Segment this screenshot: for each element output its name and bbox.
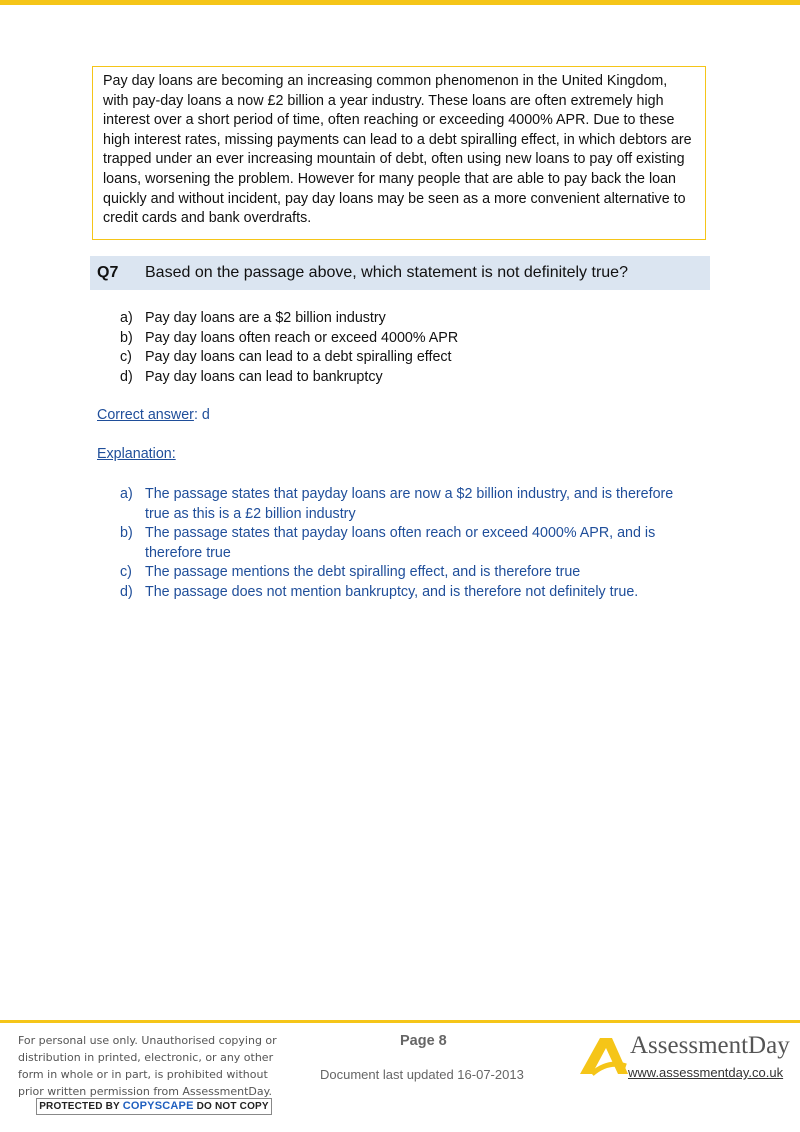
passage-text: Pay day loans are becoming an increasing common phenomenon in the United Kingdom, with pay-day loans a now £2 billion a year industry. These loans are often extremely high interest over a short period of time, often reaching or exceeding 4000% APR. Due to these high interest rates, missing payments can lead to a debt spiralling effect, in which debtors are trapped under an ever increasing mountain of debt, often using new loans to pay off existing loans, worsening the problem. However for many people that are able to pay back the loan quickly and without incident, pay day loans may be seen as a more convenient alternative to credit cards and bank overdrafts. bbox=[103, 73, 692, 227]
correct-answer-separator: : bbox=[193, 407, 202, 423]
option-text: Pay day loans are a $2 billion industry bbox=[145, 310, 386, 326]
copyscape-suffix: DO NOT COPY bbox=[193, 1101, 269, 1112]
explanation-a bbox=[120, 485, 700, 524]
top-accent-bar bbox=[0, 0, 800, 5]
copyright-disclaimer: For personal use only. Unauthorised copying or distribution in printed, electronic, or any other form in whole or in part, is prohibited without prior written permission from AssessmentDay. bbox=[18, 1034, 277, 1098]
explanation-list bbox=[120, 485, 700, 603]
option-text: Pay day loans can lead to bankruptcy bbox=[145, 368, 383, 385]
website-link[interactable]: www.assessmentday.co.uk bbox=[628, 1065, 784, 1080]
copyscape-brand: COPYSCAPE bbox=[122, 1100, 194, 1112]
explanation-letter: b) bbox=[120, 525, 133, 542]
explanation-text: The passage states that payday loans often reach or exceed 4000% APR, and is therefore true bbox=[145, 525, 656, 561]
option-letter: a) bbox=[120, 310, 133, 326]
question-header bbox=[90, 256, 710, 290]
option-letter: b) bbox=[120, 329, 133, 346]
option-text: Pay day loans can lead to a debt spiralling effect bbox=[145, 349, 452, 366]
explanation-text: The passage mentions the debt spiralling effect, and is therefore true bbox=[145, 564, 581, 581]
explanation-d bbox=[120, 583, 700, 603]
option-text: Pay day loans often reach or exceed 4000% APR bbox=[145, 329, 459, 346]
explanation-b bbox=[120, 524, 700, 563]
last-updated: Document last updated 16-07-2013 bbox=[320, 1067, 524, 1082]
logo-wordmark: AssessmentDay bbox=[630, 1032, 790, 1059]
page-number: Page 8 bbox=[400, 1033, 447, 1049]
option-a bbox=[120, 309, 458, 329]
explanation-c bbox=[120, 563, 700, 583]
option-c bbox=[120, 348, 458, 368]
question-text: Based on the passage above, which statement is not definitely true? bbox=[145, 264, 628, 281]
option-d bbox=[120, 368, 458, 388]
passage-box bbox=[92, 66, 706, 240]
option-letter: d) bbox=[120, 368, 133, 385]
explanation-heading: Explanation: bbox=[97, 446, 176, 462]
copyscape-badge[interactable] bbox=[36, 1098, 272, 1115]
explanation-text: The passage states that payday loans are now a $2 billion industry, and is therefore true as this is a £2 billion industry bbox=[145, 486, 674, 522]
correct-answer-value: d bbox=[201, 407, 210, 423]
answer-options bbox=[120, 309, 458, 387]
option-letter: c) bbox=[120, 349, 132, 366]
explanation-letter: a) bbox=[120, 486, 133, 502]
option-b bbox=[120, 329, 458, 349]
explanation-text: The passage does not mention bankruptcy, and is therefore not definitely true. bbox=[145, 583, 639, 600]
explanation-letter: d) bbox=[120, 583, 133, 600]
correct-answer bbox=[97, 407, 210, 423]
explanation-letter: c) bbox=[120, 564, 132, 581]
correct-answer-label: Correct answer bbox=[97, 407, 194, 423]
question-number: Q7 bbox=[97, 264, 119, 281]
footer-accent-rule bbox=[0, 1020, 800, 1023]
copyscape-prefix: PROTECTED BY bbox=[39, 1101, 123, 1112]
